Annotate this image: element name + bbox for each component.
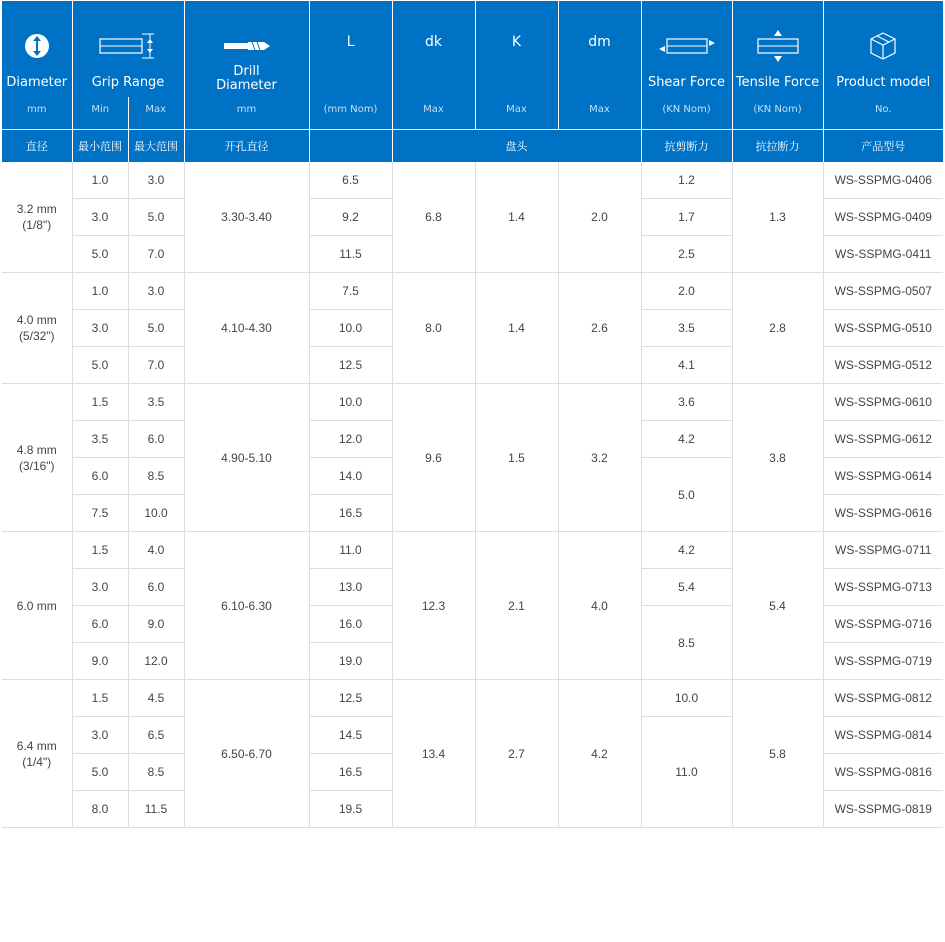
- cell-diameter: [2, 384, 72, 532]
- header-cn-tensile: 抗拉断力: [732, 130, 823, 163]
- cell-product-model: WS-SSPMG-0612: [823, 421, 943, 458]
- header-l-unit: (mm Nom): [323, 104, 378, 115]
- cell-dm: 3.2: [558, 384, 641, 532]
- header-grip-max: Max: [145, 104, 167, 115]
- cell-k: 1.5: [475, 384, 558, 532]
- header-drill-title-line2: Diameter: [216, 78, 277, 93]
- header-l-title: L: [346, 34, 355, 50]
- header-cn-drill: 开孔直径: [184, 130, 309, 163]
- cell-grip-min: 5.0: [72, 236, 128, 273]
- cell-drill-diameter: 4.10-4.30: [184, 273, 309, 384]
- header-grip-range: [72, 1, 184, 130]
- header-k-title: K: [511, 34, 522, 50]
- header-model-title: Product model: [836, 75, 931, 90]
- cell-diameter: [2, 162, 72, 273]
- table-row: [2, 680, 943, 717]
- cell-shear-force: 2.0: [641, 273, 732, 310]
- cell-grip-min: 3.0: [72, 199, 128, 236]
- cell-dk: 12.3: [392, 532, 475, 680]
- package-box-icon: [824, 29, 944, 63]
- cell-grip-min: 6.0: [72, 606, 128, 643]
- cell-product-model: WS-SSPMG-0812: [823, 680, 943, 717]
- header-model-unit: No.: [874, 104, 892, 115]
- cell-grip-min: 3.5: [72, 421, 128, 458]
- cell-grip-max: 7.0: [128, 347, 184, 384]
- cell-grip-min: 5.0: [72, 347, 128, 384]
- header-dk-unit: Max: [423, 104, 444, 115]
- cell-grip-max: 5.0: [128, 199, 184, 236]
- table-header: [2, 1, 943, 162]
- cell-l: 12.0: [309, 421, 392, 458]
- cell-l: 14.0: [309, 458, 392, 495]
- cell-grip-max: 6.0: [128, 421, 184, 458]
- cell-l: 14.5: [309, 717, 392, 754]
- header-dk-title: dk: [425, 34, 442, 50]
- cell-shear-force: 1.2: [641, 162, 732, 199]
- cell-tensile-force: 5.8: [732, 680, 823, 828]
- header-cn-diameter: 直径: [2, 130, 72, 163]
- cell-shear-force: 11.0: [641, 717, 732, 828]
- cell-shear-force: 5.4: [641, 569, 732, 606]
- cell-dk: 9.6: [392, 384, 475, 532]
- diameter-line: (1/8"): [22, 218, 52, 232]
- cell-grip-max: 6.0: [128, 569, 184, 606]
- grip-range-icon: [73, 29, 184, 63]
- cell-shear-force: 3.5: [641, 310, 732, 347]
- table-row: [2, 162, 943, 199]
- diameter-line: 3.2 mm: [16, 202, 57, 216]
- cell-grip-max: 3.0: [128, 273, 184, 310]
- cell-diameter: [2, 532, 72, 680]
- cell-k: 2.7: [475, 680, 558, 828]
- diameter-line: 6.4 mm: [16, 738, 57, 753]
- header-diameter: [2, 1, 72, 130]
- cell-grip-min: 6.0: [72, 458, 128, 495]
- header-grip-title: Grip Range: [91, 75, 165, 90]
- cell-product-model: WS-SSPMG-0510: [823, 310, 943, 347]
- cell-grip-max: 3.5: [128, 384, 184, 421]
- cell-product-model: WS-SSPMG-0713: [823, 569, 943, 606]
- cell-grip-min: 9.0: [72, 643, 128, 680]
- cell-grip-max: 10.0: [128, 495, 184, 532]
- cell-shear-force: 5.0: [641, 458, 732, 532]
- cell-product-model: WS-SSPMG-0716: [823, 606, 943, 643]
- header-product-model: [823, 1, 943, 130]
- cell-dm: 4.0: [558, 532, 641, 680]
- cell-product-model: WS-SSPMG-0711: [823, 532, 943, 569]
- cell-grip-min: 1.0: [72, 162, 128, 199]
- header-diameter-unit: mm: [27, 104, 47, 115]
- cell-grip-min: 3.0: [72, 310, 128, 347]
- cell-product-model: WS-SSPMG-0409: [823, 199, 943, 236]
- header-k-unit: Max: [506, 104, 527, 115]
- cell-l: 10.0: [309, 310, 392, 347]
- header-dm-title: dm: [588, 34, 611, 50]
- header-drill-unit: mm: [236, 104, 257, 115]
- header-tensile-force: [732, 1, 823, 130]
- header-cn-min: 最小范围: [72, 130, 128, 163]
- header-diameter-title: Diameter: [6, 75, 68, 90]
- cell-dm: 2.6: [558, 273, 641, 384]
- cell-grip-max: 5.0: [128, 310, 184, 347]
- cell-shear-force: 4.1: [641, 347, 732, 384]
- header-shear-unit: (KN Nom): [662, 104, 711, 115]
- cell-k: 1.4: [475, 273, 558, 384]
- header-dm: [558, 1, 641, 130]
- header-cn-model: 产品型号: [823, 130, 943, 163]
- cell-product-model: WS-SSPMG-0507: [823, 273, 943, 310]
- cell-l: 19.5: [309, 791, 392, 828]
- cell-dm: 2.0: [558, 162, 641, 273]
- cell-drill-diameter: 6.10-6.30: [184, 532, 309, 680]
- header-tensile-unit: (KN Nom): [753, 104, 802, 115]
- cell-l: 16.5: [309, 754, 392, 791]
- cell-grip-max: 4.5: [128, 680, 184, 717]
- cell-grip-max: 7.0: [128, 236, 184, 273]
- cell-l: 13.0: [309, 569, 392, 606]
- cell-shear-force: 4.2: [641, 532, 732, 569]
- header-drill-title: [185, 65, 309, 93]
- table-body: [2, 162, 943, 828]
- table-row: [2, 273, 943, 310]
- shear-force-icon: [642, 29, 732, 63]
- header-l: [309, 1, 392, 130]
- cell-drill-diameter: 4.90-5.10: [184, 384, 309, 532]
- cell-k: 1.4: [475, 162, 558, 273]
- diameter-line: 6.0 mm: [16, 598, 57, 613]
- cell-grip-max: 8.5: [128, 754, 184, 791]
- cell-grip-min: 3.0: [72, 569, 128, 606]
- cell-dk: 8.0: [392, 273, 475, 384]
- cell-grip-max: 11.5: [128, 791, 184, 828]
- cell-diameter: [2, 680, 72, 828]
- cell-drill-diameter: 3.30-3.40: [184, 162, 309, 273]
- cell-tensile-force: 5.4: [732, 532, 823, 680]
- cell-shear-force: 4.2: [641, 421, 732, 458]
- tensile-force-icon: [733, 29, 823, 63]
- diameter-icon: [2, 29, 72, 63]
- cell-shear-force: 8.5: [641, 606, 732, 680]
- cell-grip-max: 12.0: [128, 643, 184, 680]
- diameter-line: (1/4"): [22, 754, 52, 769]
- diameter-line: (5/32"): [18, 329, 55, 343]
- cell-grip-max: 4.0: [128, 532, 184, 569]
- cell-dk: 13.4: [392, 680, 475, 828]
- header-dk: [392, 1, 475, 130]
- header-drill-title-line1: Drill: [233, 64, 260, 79]
- cell-l: 12.5: [309, 680, 392, 717]
- cell-grip-min: 1.5: [72, 532, 128, 569]
- cell-l: 12.5: [309, 347, 392, 384]
- cell-grip-max: 9.0: [128, 606, 184, 643]
- cell-diameter: [2, 273, 72, 384]
- cell-grip-min: 1.5: [72, 680, 128, 717]
- cell-drill-diameter: 6.50-6.70: [184, 680, 309, 828]
- header-cn-head: 盘头: [392, 130, 641, 163]
- cell-product-model: WS-SSPMG-0512: [823, 347, 943, 384]
- cell-shear-force: 10.0: [641, 680, 732, 717]
- cell-product-model: WS-SSPMG-0610: [823, 384, 943, 421]
- cell-l: 16.5: [309, 495, 392, 532]
- cell-grip-min: 5.0: [72, 754, 128, 791]
- cell-grip-min: 1.0: [72, 273, 128, 310]
- header-cn-shear: 抗剪断力: [641, 130, 732, 163]
- diameter-line: 4.0 mm: [16, 313, 57, 327]
- cell-l: 11.0: [309, 532, 392, 569]
- cell-grip-max: 3.0: [128, 162, 184, 199]
- cell-tensile-force: 2.8: [732, 273, 823, 384]
- cell-product-model: WS-SSPMG-0616: [823, 495, 943, 532]
- cell-tensile-force: 1.3: [732, 162, 823, 273]
- cell-grip-min: 1.5: [72, 384, 128, 421]
- table-row: [2, 532, 943, 569]
- table-row: [2, 384, 943, 421]
- cell-dm: 4.2: [558, 680, 641, 828]
- header-shear-title: Shear Force: [647, 75, 726, 90]
- cell-shear-force: 1.7: [641, 199, 732, 236]
- cell-product-model: WS-SSPMG-0819: [823, 791, 943, 828]
- cell-product-model: WS-SSPMG-0814: [823, 717, 943, 754]
- diameter-line: (3/16"): [18, 458, 55, 473]
- cell-l: 11.5: [309, 236, 392, 273]
- header-cn-max: 最大范围: [128, 130, 184, 163]
- cell-grip-min: 3.0: [72, 717, 128, 754]
- cell-product-model: WS-SSPMG-0719: [823, 643, 943, 680]
- cell-l: 7.5: [309, 273, 392, 310]
- cell-product-model: WS-SSPMG-0614: [823, 458, 943, 495]
- cell-l: 9.2: [309, 199, 392, 236]
- header-shear-force: [641, 1, 732, 130]
- cell-tensile-force: 3.8: [732, 384, 823, 532]
- drill-bit-icon: [185, 29, 309, 63]
- cell-k: 2.1: [475, 532, 558, 680]
- header-k: [475, 1, 558, 130]
- cell-l: 19.0: [309, 643, 392, 680]
- cell-dk: 6.8: [392, 162, 475, 273]
- cell-grip-min: 7.5: [72, 495, 128, 532]
- header-drill-diameter: [184, 1, 309, 130]
- cell-l: 10.0: [309, 384, 392, 421]
- cell-grip-max: 6.5: [128, 717, 184, 754]
- cell-shear-force: 2.5: [641, 236, 732, 273]
- header-dm-unit: Max: [589, 104, 610, 115]
- cell-grip-min: 8.0: [72, 791, 128, 828]
- header-grip-min: Min: [91, 104, 110, 115]
- rivet-spec-table: [2, 1, 943, 828]
- cell-l: 16.0: [309, 606, 392, 643]
- header-cn-l: [309, 130, 392, 163]
- header-tensile-title: Tensile Force: [735, 75, 820, 90]
- cell-product-model: WS-SSPMG-0816: [823, 754, 943, 791]
- cell-product-model: WS-SSPMG-0411: [823, 236, 943, 273]
- cell-l: 6.5: [309, 162, 392, 199]
- cell-shear-force: 3.6: [641, 384, 732, 421]
- cell-grip-max: 8.5: [128, 458, 184, 495]
- cell-product-model: WS-SSPMG-0406: [823, 162, 943, 199]
- diameter-line: 4.8 mm: [16, 442, 57, 457]
